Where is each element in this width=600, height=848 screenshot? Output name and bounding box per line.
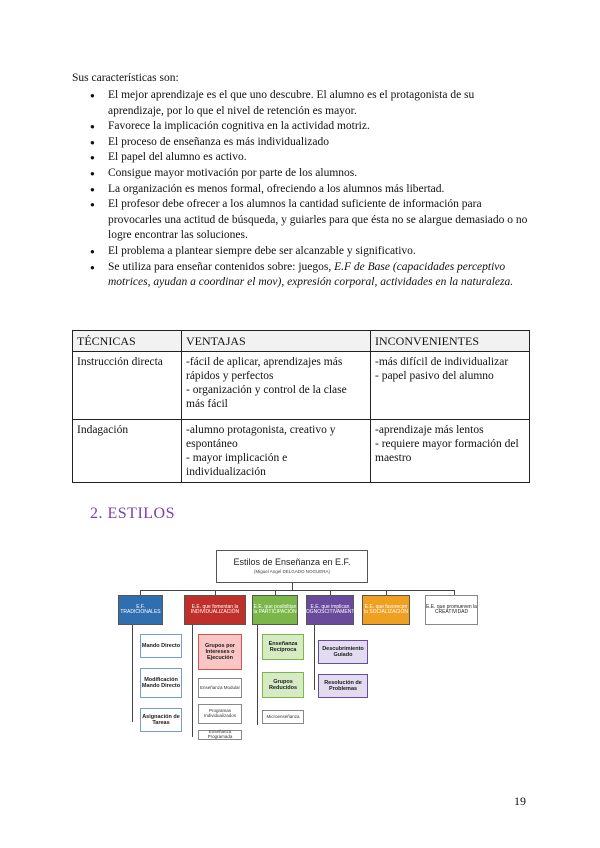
category-cognitive: E.E. que implican COGNOSCITIVAMENTE xyxy=(306,595,354,625)
list-item: ● El problema a plantear siempre debe ser alcanzable y significativo. xyxy=(90,244,530,260)
table-header-cell: TÉCNICAS xyxy=(73,331,182,352)
style-box: Microenseñanza xyxy=(262,710,304,724)
list-item-text: Se utiliza para enseñar contenidos sobre: juegos, xyxy=(108,260,335,273)
diagram-subtitle: (Miguel Angel DELGADO NOGUERA) xyxy=(253,569,331,575)
characteristics-list xyxy=(90,88,530,291)
list-item: ● El papel del alumno es activo. xyxy=(90,150,530,166)
table-header-row xyxy=(73,331,530,352)
diagram-title: Estilos de Enseñanza en E.F. xyxy=(233,556,351,567)
style-box: Mando Directo xyxy=(140,634,182,658)
page-number: 19 xyxy=(514,794,526,808)
list-item: ● El mejor aprendizaje es el que uno descubre. El alumno es el protagonista de su aprendizaje, por lo que el nivel de retención es mayor. xyxy=(90,88,530,119)
list-item: ● Consigue mayor motivación por parte de los alumnos. xyxy=(90,166,530,182)
style-box: Grupos por Intereses o Ejecución xyxy=(198,634,242,670)
style-box: Descubrimiento Guiado xyxy=(318,640,368,664)
table-row xyxy=(73,352,530,420)
table-cell: -fácil de aplicar, aprendizajes más rápidos y perfectos - organización y control de la clase más fácil xyxy=(182,352,371,420)
connector-line xyxy=(314,625,315,690)
list-item-italic-text: E.F de Base (capacidades perceptivo motrices, ayudan a coordinar el mov), expresión corporal, actividades en la naturaleza. xyxy=(108,260,514,289)
table-row xyxy=(73,420,530,483)
style-box: Grupos Reducidos xyxy=(262,672,304,698)
list-item xyxy=(90,260,530,291)
intro-text: Sus características son: xyxy=(72,72,179,84)
table-cell: -aprendizaje más lentos - requiere mayor formación del maestro xyxy=(371,420,530,483)
connector-line xyxy=(132,625,133,722)
connector-line xyxy=(192,625,193,737)
list-item: ● El proceso de enseñanza es más individualizado xyxy=(90,135,530,151)
section-title: 2. ESTILOS xyxy=(90,505,175,522)
style-box: Enseñanza Recíproca xyxy=(262,634,304,660)
table-cell: Indagación xyxy=(73,420,182,483)
table-cell: -alumno protagonista, creativo y espontáneo - mayor implicación e individualización xyxy=(182,420,371,483)
connector-line xyxy=(140,590,454,591)
connector-line xyxy=(292,583,293,590)
techniques-table xyxy=(72,330,530,483)
style-box: Asignación de Tareas xyxy=(140,708,182,732)
category-individualization: E.E. que fomentan la INDIVIDUALIZACIÓN xyxy=(184,595,246,625)
diagram-title-box xyxy=(216,550,368,583)
category-socialization: E.E. que favorecen la SOCIALIZACIÓN xyxy=(362,595,410,625)
category-traditional: E.F. TRADICIONALES xyxy=(118,595,163,625)
table-cell: -más difícil de individualizar - papel pasivo del alumno xyxy=(371,352,530,420)
style-box: Enseñanza Programada xyxy=(198,730,242,740)
style-box: Programas Individualizados xyxy=(198,704,242,724)
style-box: Resolución de Problemas xyxy=(318,674,368,698)
list-item: ● La organización es menos formal, ofreciendo a los alumnos más libertad. xyxy=(90,182,530,198)
category-participation: E.E. que posibilitan la PARTICIPACIÓN xyxy=(252,595,298,625)
style-box: Modificación Mando Directo xyxy=(140,668,182,698)
table-header-cell: INCONVENIENTES xyxy=(371,331,530,352)
list-item: ● El profesor debe ofrecer a los alumnos la cantidad suficiente de información para provocarles una actitud de búsqueda, y guiarles para que ésta no se alargue demasiado o no logre encontrar las soluciones. xyxy=(90,197,530,244)
category-creativity: E.E. que promueven la CREATIVIDAD xyxy=(425,595,478,625)
connector-line xyxy=(257,625,258,725)
teaching-styles-diagram xyxy=(118,550,478,740)
table-cell: Instrucción directa xyxy=(73,352,182,420)
table-header-cell: VENTAJAS xyxy=(182,331,371,352)
style-box: Enseñanza Modular xyxy=(198,678,242,698)
list-item: ● Favorece la implicación cognitiva en la actividad motriz. xyxy=(90,119,530,135)
